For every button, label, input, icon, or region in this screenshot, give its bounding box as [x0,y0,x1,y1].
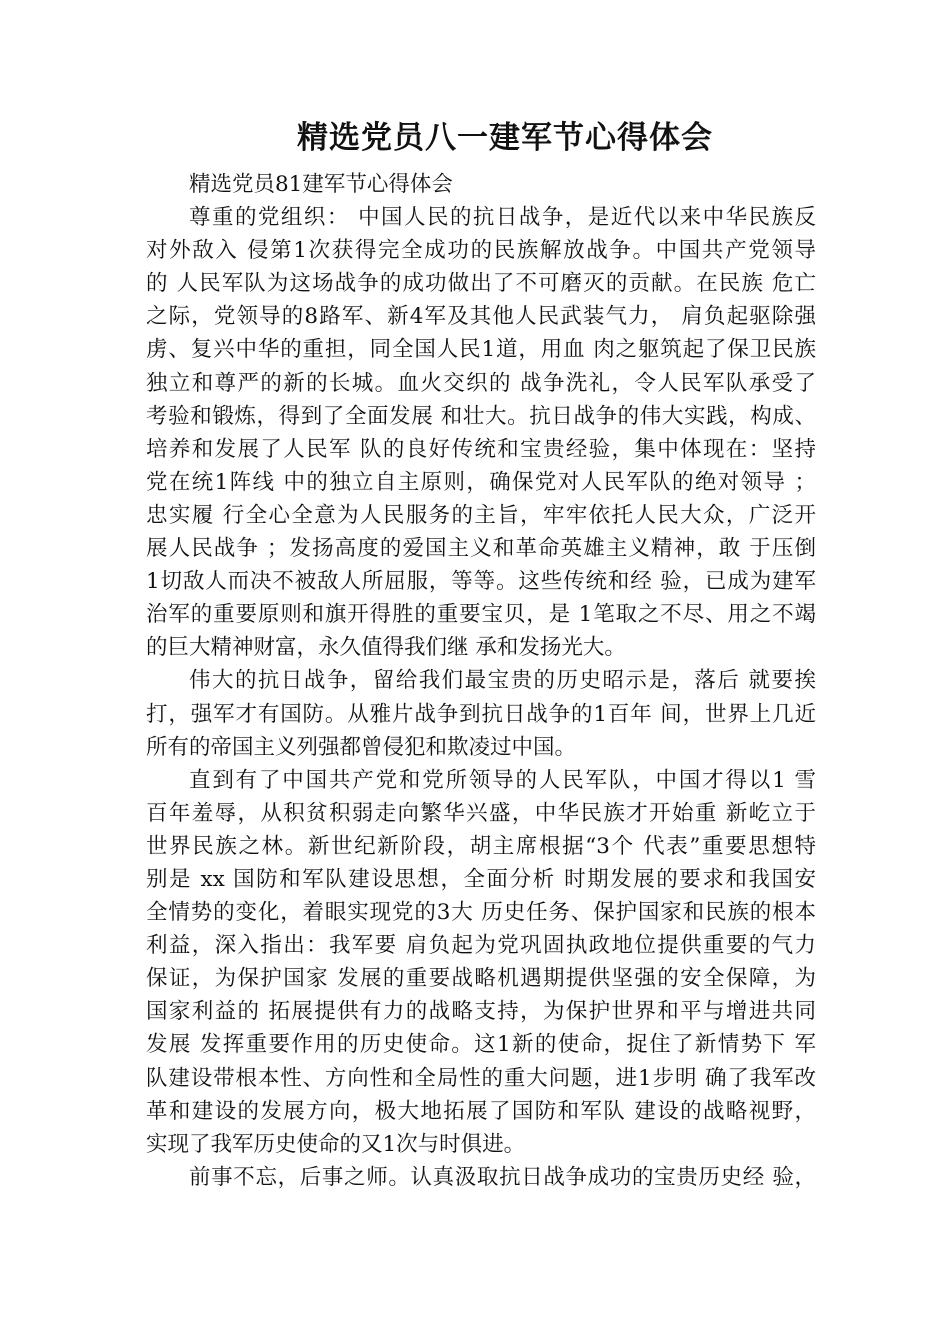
text-line: 展人民战争 ；发扬高度的爱国主义和革命英雄主义精神，敢 于压倒 [146,536,816,562]
text-line: 党在统1阵线 中的独立自主原则，确保党对人民军队的绝对领导 ； [146,469,816,495]
text-line: 1切敌人而决不被敌人所屈服，等等。这些传统和经 验，已成为建军 [146,569,816,595]
text-line: 发展 发挥重要作用的历史使命。这1新的使命，捉住了新情势下 军 [146,1032,816,1058]
text-line: 考验和锻炼，得到了全面发展 和壮大。抗日战争的伟大实践，构成、 [146,403,816,429]
text-line: 对外敌入 侵第1次获得完全成功的民族解放战争。中国共产党领导 [146,238,816,264]
text-line: 培养和发展了人民军 队的良好传统和宝贵经验，集中体现在：坚持 [146,436,816,462]
text-line: 革和建设的发展方向，极大地拓展了国防和军队 建设的战略视野， [146,1098,816,1124]
text-line: 前事不忘，后事之师。认真汲取抗日战争成功的宝贵历史经 验， [189,1164,816,1190]
text-line: 的 人民军队为这场战争的成功做出了不可磨灭的贡献。在民族 危亡 [146,271,816,297]
text-line: 的巨大精神财富，永久值得我们继 承和发扬光大。 [146,635,626,661]
text-line: 虏、复兴中华的重担，同全国人民1道，用血 肉之躯筑起了保卫民族 [146,337,816,363]
text-line: 忠实履 行全心全意为人民服务的主旨，牢牢依托人民大众，广泛开 [146,502,816,528]
text-line: 保证，为保护国家 发展的重要战略机遇期提供坚强的安全保障，为 [146,966,816,992]
text-line: 直到有了中国共产党和党所领导的人民军队，中国才得以1 雪 [189,767,816,793]
text-line: 之际，党领导的8路军、新4军及其他人民武装气力， 肩负起驱除强 [146,304,816,330]
document-body [146,168,816,1194]
text-line: 队建设带根本性、方向性和全局性的重大问题，进1步明 确了我军改 [146,1065,816,1091]
text-line: 全情势的变化，着眼实现党的3大 历史任务、保护国家和民族的根本 [146,900,816,926]
text-line: 百年羞辱，从积贫积弱走向繁华兴盛，中华民族才开始重 新屹立于 [146,800,816,826]
text-line: 打，强军才有国防。从雅片战争到抗日战争的1百年 间，世界上几近 [146,701,816,727]
text-line: 精选党员81建军节心得体会 [189,172,453,197]
text-line: 治军的重要原则和旗开得胜的重要宝贝，是 1笔取之不尽、用之不竭 [146,602,816,628]
text-line: 利益，深入指出：我军要 肩负起为党巩固执政地位提供重要的气力 [146,933,816,959]
text-line: 伟大的抗日战争，留给我们最宝贵的历史昭示是，落后 就要挨 [189,668,816,694]
text-line: 独立和尊严的新的长城。血火交织的 战争洗礼，令人民军队承受了 [146,370,816,396]
document-title: 精选党员八一建军节心得体会 [297,120,713,156]
text-line: 尊重的党组织： 中国人民的抗日战争，是近代以来中华民族反 [189,205,816,231]
text-line: 实现了我军历史使命的又1次与时俱进。 [146,1131,526,1157]
text-line: 所有的帝国主义列强都曾侵犯和欺凌过中国。 [146,734,577,760]
text-line: 国家利益的 拓展提供有力的战略支持，为保护世界和平与增进共同 [146,999,816,1025]
text-line: 别是 xx 国防和军队建设思想，全面分析 时期发展的要求和我国安 [146,866,816,892]
text-line: 世界民族之林。新世纪新阶段，胡主席根据“3个 代表”重要思想特 [146,833,816,859]
